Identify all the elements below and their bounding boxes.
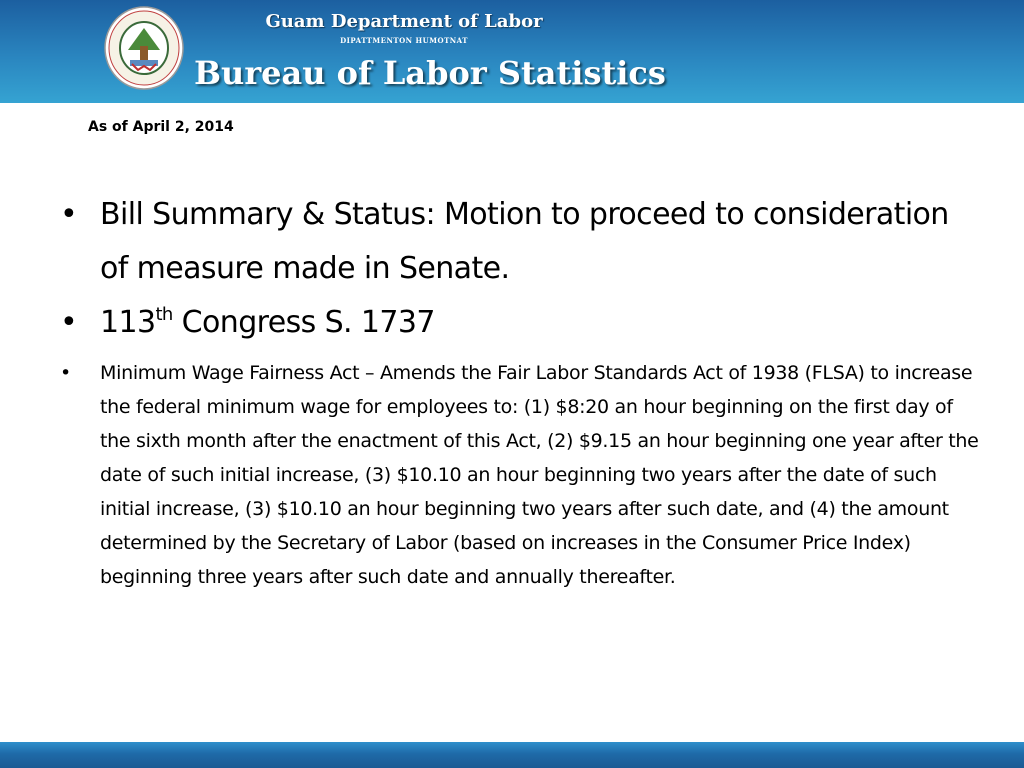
bullet-act-description	[60, 356, 980, 594]
page-title: Bureau of Labor Statistics	[194, 54, 666, 92]
department-seal-icon	[104, 6, 184, 90]
date-label: As of April 2, 2014	[88, 119, 234, 135]
bullet-marker: •	[60, 197, 78, 232]
footer-bar	[0, 742, 1024, 768]
slide-content	[60, 188, 980, 594]
header-banner	[0, 0, 1024, 103]
org-subtitle: DIPATTMENTON HUMOTNAT	[340, 36, 468, 45]
org-name: Guam Department of Labor	[265, 11, 543, 32]
congress-ordinal-suffix: th	[155, 304, 173, 325]
act-description-text: Minimum Wage Fairness Act – Amends the Fair Labor Standards Act of 1938 (FLSA) to increase the federal minimum wage for employees to: (1) $8:20 an hour beginning on the first day of the sixth month after the enactment of this Act, (2) $9.15 an hour beginning one year after the date of such initial increase, (3) $10.10 an hour beginning two years after the date of such initial increase, (3) $10.10 an hour beginning two years after such date, and (4) the amount determined by the Secretary of Labor (based on increases in the Consumer Price Index) beginning three years after such date and annually thereafter.	[100, 362, 979, 588]
bullet-marker: •	[60, 362, 71, 384]
bullet-marker: •	[60, 305, 78, 340]
bullet-bill-summary	[60, 188, 980, 296]
congress-number: 113	[100, 305, 156, 340]
congress-bill-text: Congress S. 1737	[172, 305, 435, 340]
bullet-congress	[60, 296, 980, 350]
bill-summary-text: Bill Summary & Status: Motion to proceed to consideration of measure made in Senate.	[100, 197, 949, 286]
